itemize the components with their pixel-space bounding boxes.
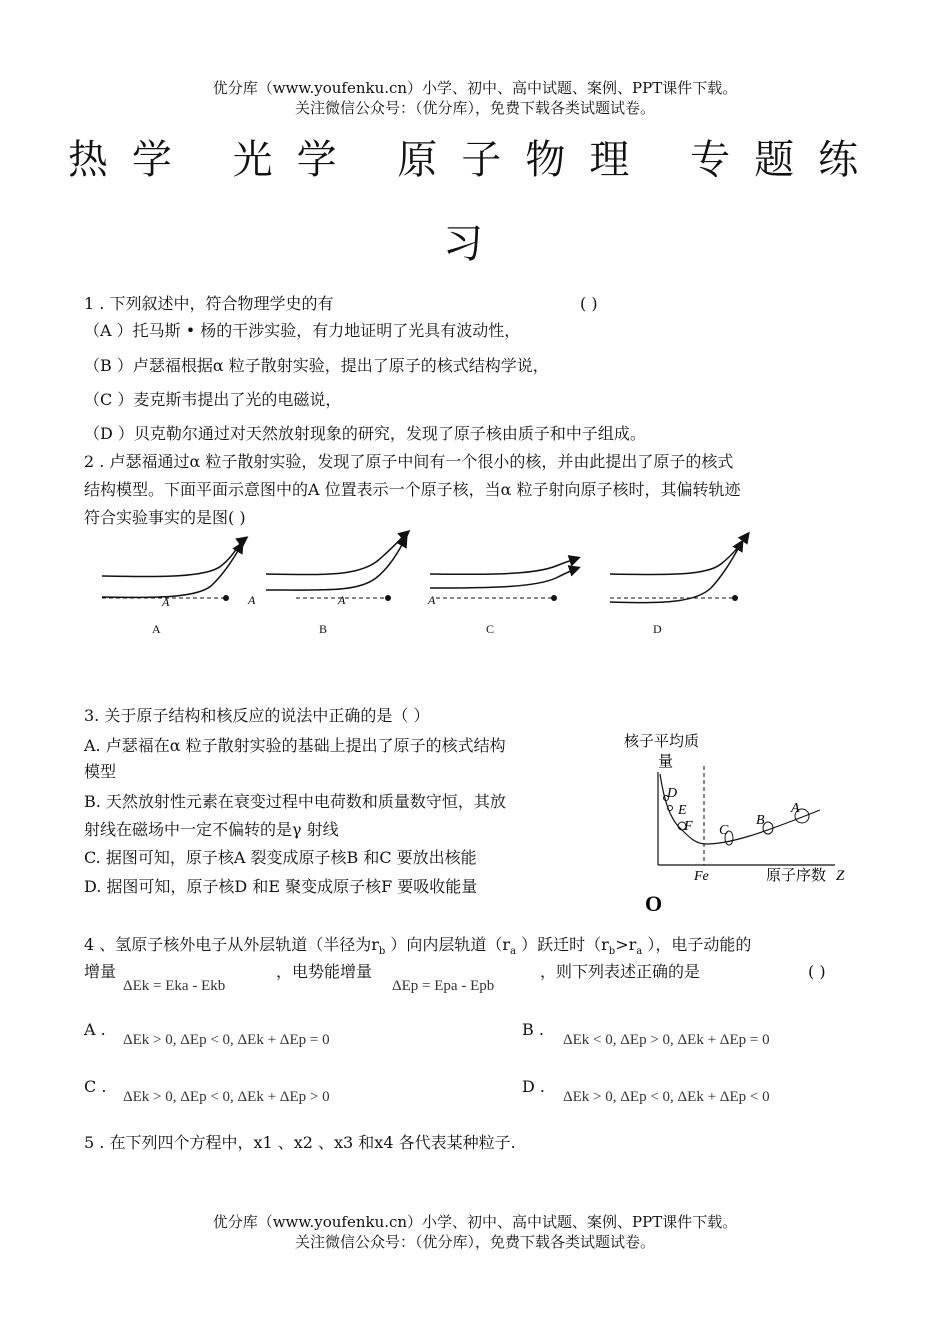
q4-sub-b-2: b	[608, 946, 616, 958]
q4-sub-a-2: a	[636, 946, 643, 958]
q3-graph-label-f: F	[684, 819, 693, 834]
q3-option-b: B. 天然放射性元素在衰变过程中电荷数和质量数守恒，其放	[84, 792, 506, 811]
q3-option-b-cont: 射线在磁场中一定不偏转的是γ 射线	[84, 820, 339, 839]
header-line-2: 关注微信公众号：（优分库），免费下载各类试题试卷。	[294, 99, 655, 117]
q2-figure-b-caption: B	[319, 622, 328, 636]
q5-stem: 5 . 在下列四个方程中，x1 、x2 、x3 和x4 各代表某种粒子.	[84, 1133, 516, 1152]
q2-trajectory-figures	[96, 530, 766, 640]
q1-stem: 1 . 下列叙述中，符合物理学史的有	[84, 294, 334, 313]
q2-figure-c-caption: C	[486, 622, 495, 636]
q4-option-d-expr: ΔEk > 0, ΔEp < 0, ΔEk + ΔEp < 0	[563, 1089, 770, 1105]
q3-graph-x-var: Z	[836, 868, 845, 884]
page-title-line-2: 习	[443, 221, 507, 267]
q3-graph-label-a: A	[791, 801, 800, 816]
q4-ek-formula: ΔEk = Eka - Ekb	[123, 978, 226, 994]
q3-graph-label-e: E	[678, 803, 687, 818]
q4-line-1-part-4: >r	[615, 935, 637, 954]
q3-graph-label-d: D	[667, 786, 678, 801]
q4-option-a-label: A .	[84, 1020, 106, 1039]
q3-graph-origin: O	[645, 891, 663, 916]
q3-option-d: D. 据图可知，原子核D 和E 聚变成原子核F 要吸收能量	[84, 877, 478, 896]
q3-graph-y-label-1: 核子平均质	[624, 734, 700, 750]
q4-potential-label: ，电势能增量	[276, 962, 373, 981]
q2-figure-a	[102, 538, 246, 609]
q3-graph-y-label-2: 量	[658, 754, 674, 770]
q4-option-d-label: D .	[522, 1077, 545, 1096]
q3-graph-x-label: 原子序数	[766, 868, 827, 884]
q1-option-a: （A ）托马斯 • 杨的干涉实验，有力地证明了光具有波动性，	[84, 321, 521, 340]
q4-line-1	[84, 935, 751, 962]
q3-stem: 3. 关于原子结构和核反应的说法中正确的是（ ）	[84, 706, 430, 725]
q3-binding-graph	[620, 730, 860, 920]
q3-graph-fe-label: Fe	[694, 869, 709, 884]
q2-figure-b	[247, 532, 408, 607]
q3-graph-label-c: C	[719, 823, 729, 838]
q1-option-c: （C ）麦克斯韦提出了光的电磁说，	[84, 390, 342, 409]
q4-option-c-label: C .	[84, 1077, 107, 1096]
q3-graph-label-b: B	[756, 813, 765, 828]
q2-figure-c-nucleus-label: A	[428, 593, 436, 607]
q4-answer-paren: ( )	[808, 962, 826, 981]
q1-option-d: （D ）贝克勒尔通过对天然放射现象的研究，发现了原子核由质子和中子组成。	[84, 424, 646, 443]
q4-option-c-expr: ΔEk > 0, ΔEp < 0, ΔEk + ΔEp > 0	[123, 1089, 330, 1105]
q2-line-1: 2 . 卢瑟福通过α 粒子散射实验，发现了原子中间有一个很小的核，并由此提出了原子的核式	[84, 452, 734, 471]
q4-option-b-expr: ΔEk < 0, ΔEp > 0, ΔEk + ΔEp = 0	[563, 1032, 770, 1048]
q2-figure-d	[610, 534, 748, 603]
q4-option-a-expr: ΔEk > 0, ΔEp < 0, ΔEk + ΔEp = 0	[123, 1032, 330, 1048]
q4-ep-formula: ΔEp = Epa - Epb	[392, 978, 495, 994]
q3-option-c: C. 据图可知，原子核A 裂变成原子核B 和C 要放出核能	[84, 848, 477, 867]
q3-option-a: A. 卢瑟福在α 粒子散射实验的基础上提出了原子的核式结构	[84, 736, 506, 755]
q3-option-a-cont: 模型	[84, 762, 117, 781]
header-line-1: 优分库（www.youfenku.cn）小学、初中、高中试题、案例、PPT课件下载。	[212, 79, 738, 97]
q4-line-1-part-2: ）向内层轨道（r	[385, 935, 511, 954]
q4-sub-a-1: a	[510, 946, 517, 958]
q4-line-1-part-1: 4 、氢原子核外电子从外层轨道（半径为r	[84, 935, 379, 954]
footer-line-2: 关注微信公众号：（优分库），免费下载各类试题试卷。	[294, 1233, 655, 1251]
q2-figure-d-caption: D	[653, 622, 662, 636]
q4-tail: ，则下列表述正确的是	[540, 962, 701, 981]
q2-figure-b-nucleus-label: A	[338, 593, 346, 607]
q4-option-b-label: B .	[522, 1020, 544, 1039]
q4-line-1-part-3: ）跃迁时（r	[516, 935, 609, 954]
q1-answer-paren: ( )	[580, 294, 598, 313]
page-title-line-1: 热学 光学 原子物理 专题练	[67, 137, 883, 183]
q2-figure-a-caption: A	[152, 622, 161, 636]
q2-figure-c	[427, 558, 578, 607]
q4-sub-b: b	[378, 946, 386, 958]
q2-figure-a-nucleus-label: A	[162, 595, 170, 609]
q2-figure-b-label-left: A	[248, 593, 256, 607]
q4-line-1-part-5: ），电子动能的	[642, 935, 752, 954]
q4-increment-label: 增量	[84, 962, 117, 981]
footer-line-1: 优分库（www.youfenku.cn）小学、初中、高中试题、案例、PPT课件下载。	[212, 1213, 738, 1231]
q2-line-3: 符合实验事实的是图( )	[84, 508, 246, 527]
q1-option-b: （B ）卢瑟福根据α 粒子散射实验，提出了原子的核式结构学说，	[84, 356, 549, 375]
q2-line-2: 结构模型。下面平面示意图中的A 位置表示一个原子核，当α 粒子射向原子核时，其偏转轨迹	[84, 480, 741, 499]
